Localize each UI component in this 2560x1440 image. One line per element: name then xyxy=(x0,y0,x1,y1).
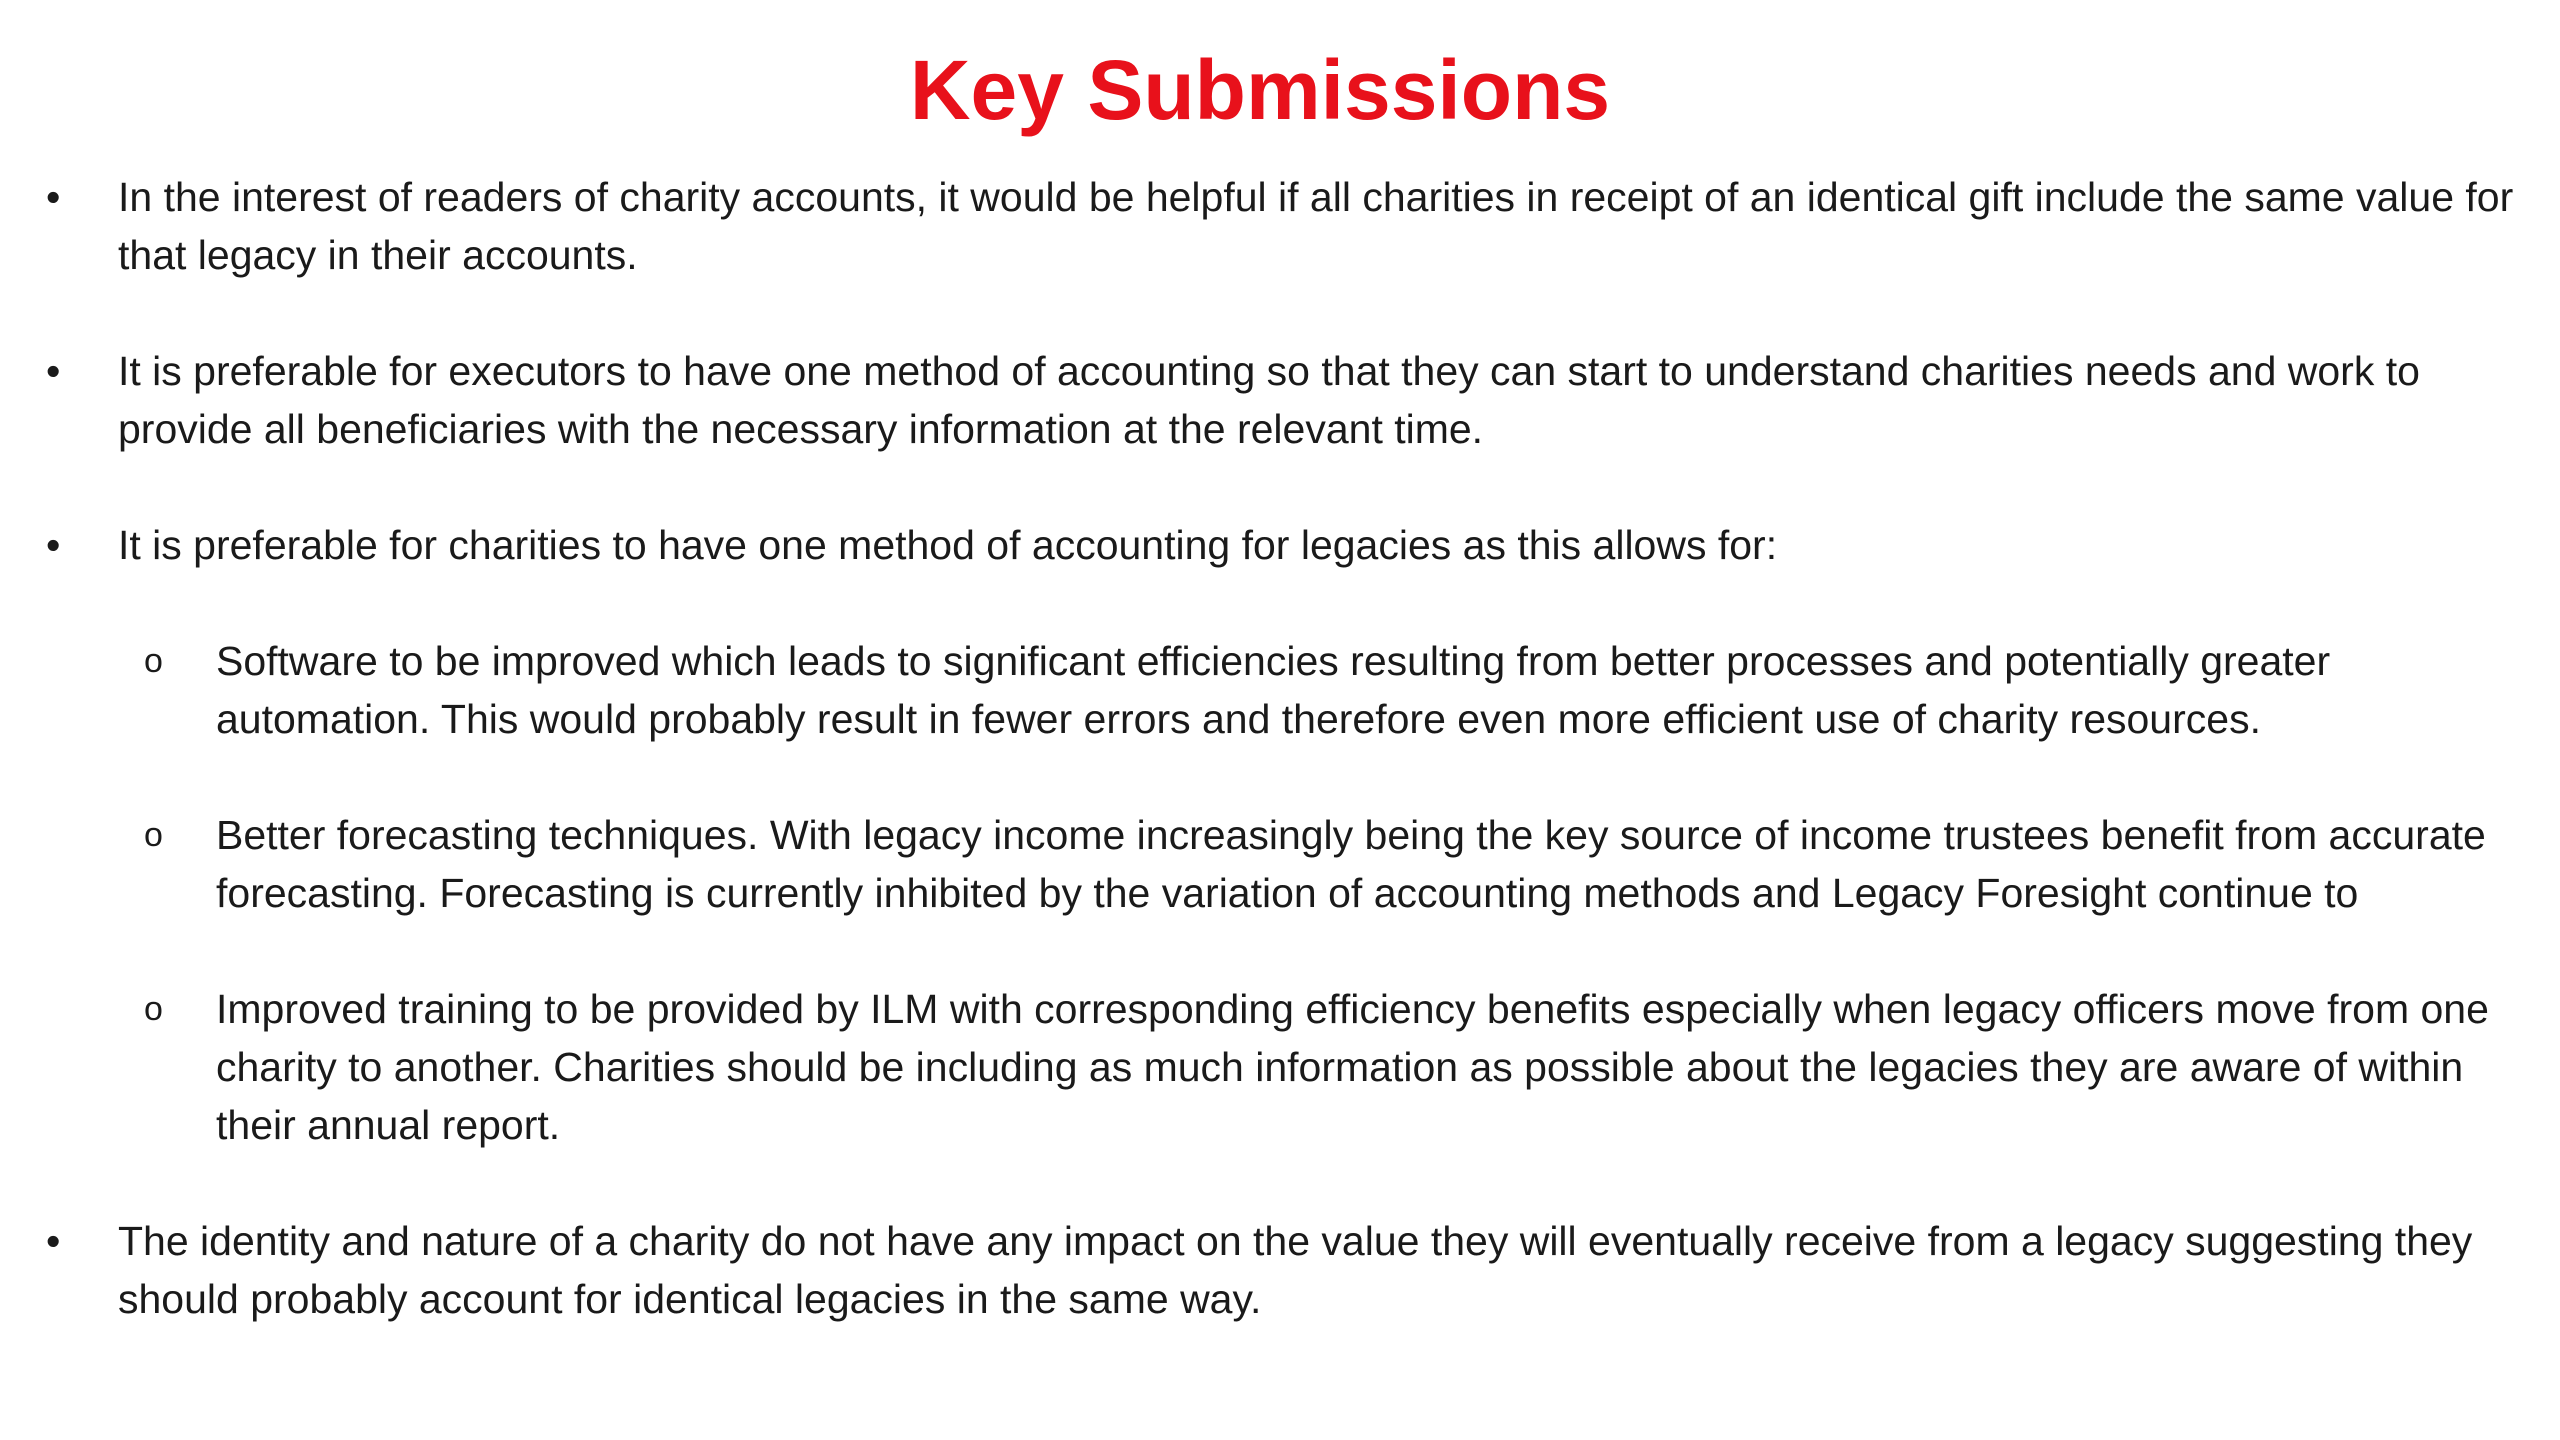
list-item xyxy=(40,168,2520,284)
bullet-dot-icon: • xyxy=(46,348,61,394)
bullet-dot-icon: • xyxy=(46,174,61,220)
bullet-dot-icon: • xyxy=(46,1218,61,1264)
sub-list-item xyxy=(40,980,2520,1154)
bullet-circle-icon: o xyxy=(144,990,163,1028)
list-item xyxy=(40,516,2520,574)
list-item-text: The identity and nature of a charity do not have any impact on the value they will eventually receive from a legacy suggesting they should probably account for identical legacies in the same way. xyxy=(118,1218,2473,1322)
bullet-list xyxy=(40,168,2520,1328)
list-item-text: It is preferable for executors to have one method of accounting so that they can start to understand charities needs and work to provide all beneficiaries with the necessary information at the relevant time. xyxy=(118,348,2420,452)
list-item-text: It is preferable for charities to have one method of accounting for legacies as this allows for: xyxy=(118,522,1778,568)
bullet-circle-icon: o xyxy=(144,642,163,680)
sub-list-item-text: Software to be improved which leads to significant efficiencies resulting from better processes and potentially greater automation. This would probably result in fewer errors and therefore even more efficient use of charity resources. xyxy=(216,638,2331,742)
bullet-dot-icon: • xyxy=(46,522,61,568)
list-item-text: In the interest of readers of charity accounts, it would be helpful if all charities in receipt of an identical gift include the same value for that legacy in their accounts. xyxy=(118,174,2514,278)
slide-title: Key Submissions xyxy=(909,43,1611,137)
sub-list-item-text: Improved training to be provided by ILM with corresponding efficiency benefits especially when legacy officers move from one charity to another. Charities should be including as much information as possible about the legacies they are aware of within their annual report. xyxy=(216,986,2489,1148)
list-item xyxy=(40,342,2520,458)
sub-list-item xyxy=(40,632,2520,748)
sub-list-item xyxy=(40,806,2520,922)
bullet-circle-icon: o xyxy=(144,816,163,854)
sub-list-item-text: Better forecasting techniques. With legacy income increasingly being the key source of income trustees benefit from accurate forecasting. Forecasting is currently inhibited by the variation of accounting methods and Legacy Foresight continue to xyxy=(216,812,2486,916)
list-item xyxy=(40,1212,2520,1328)
